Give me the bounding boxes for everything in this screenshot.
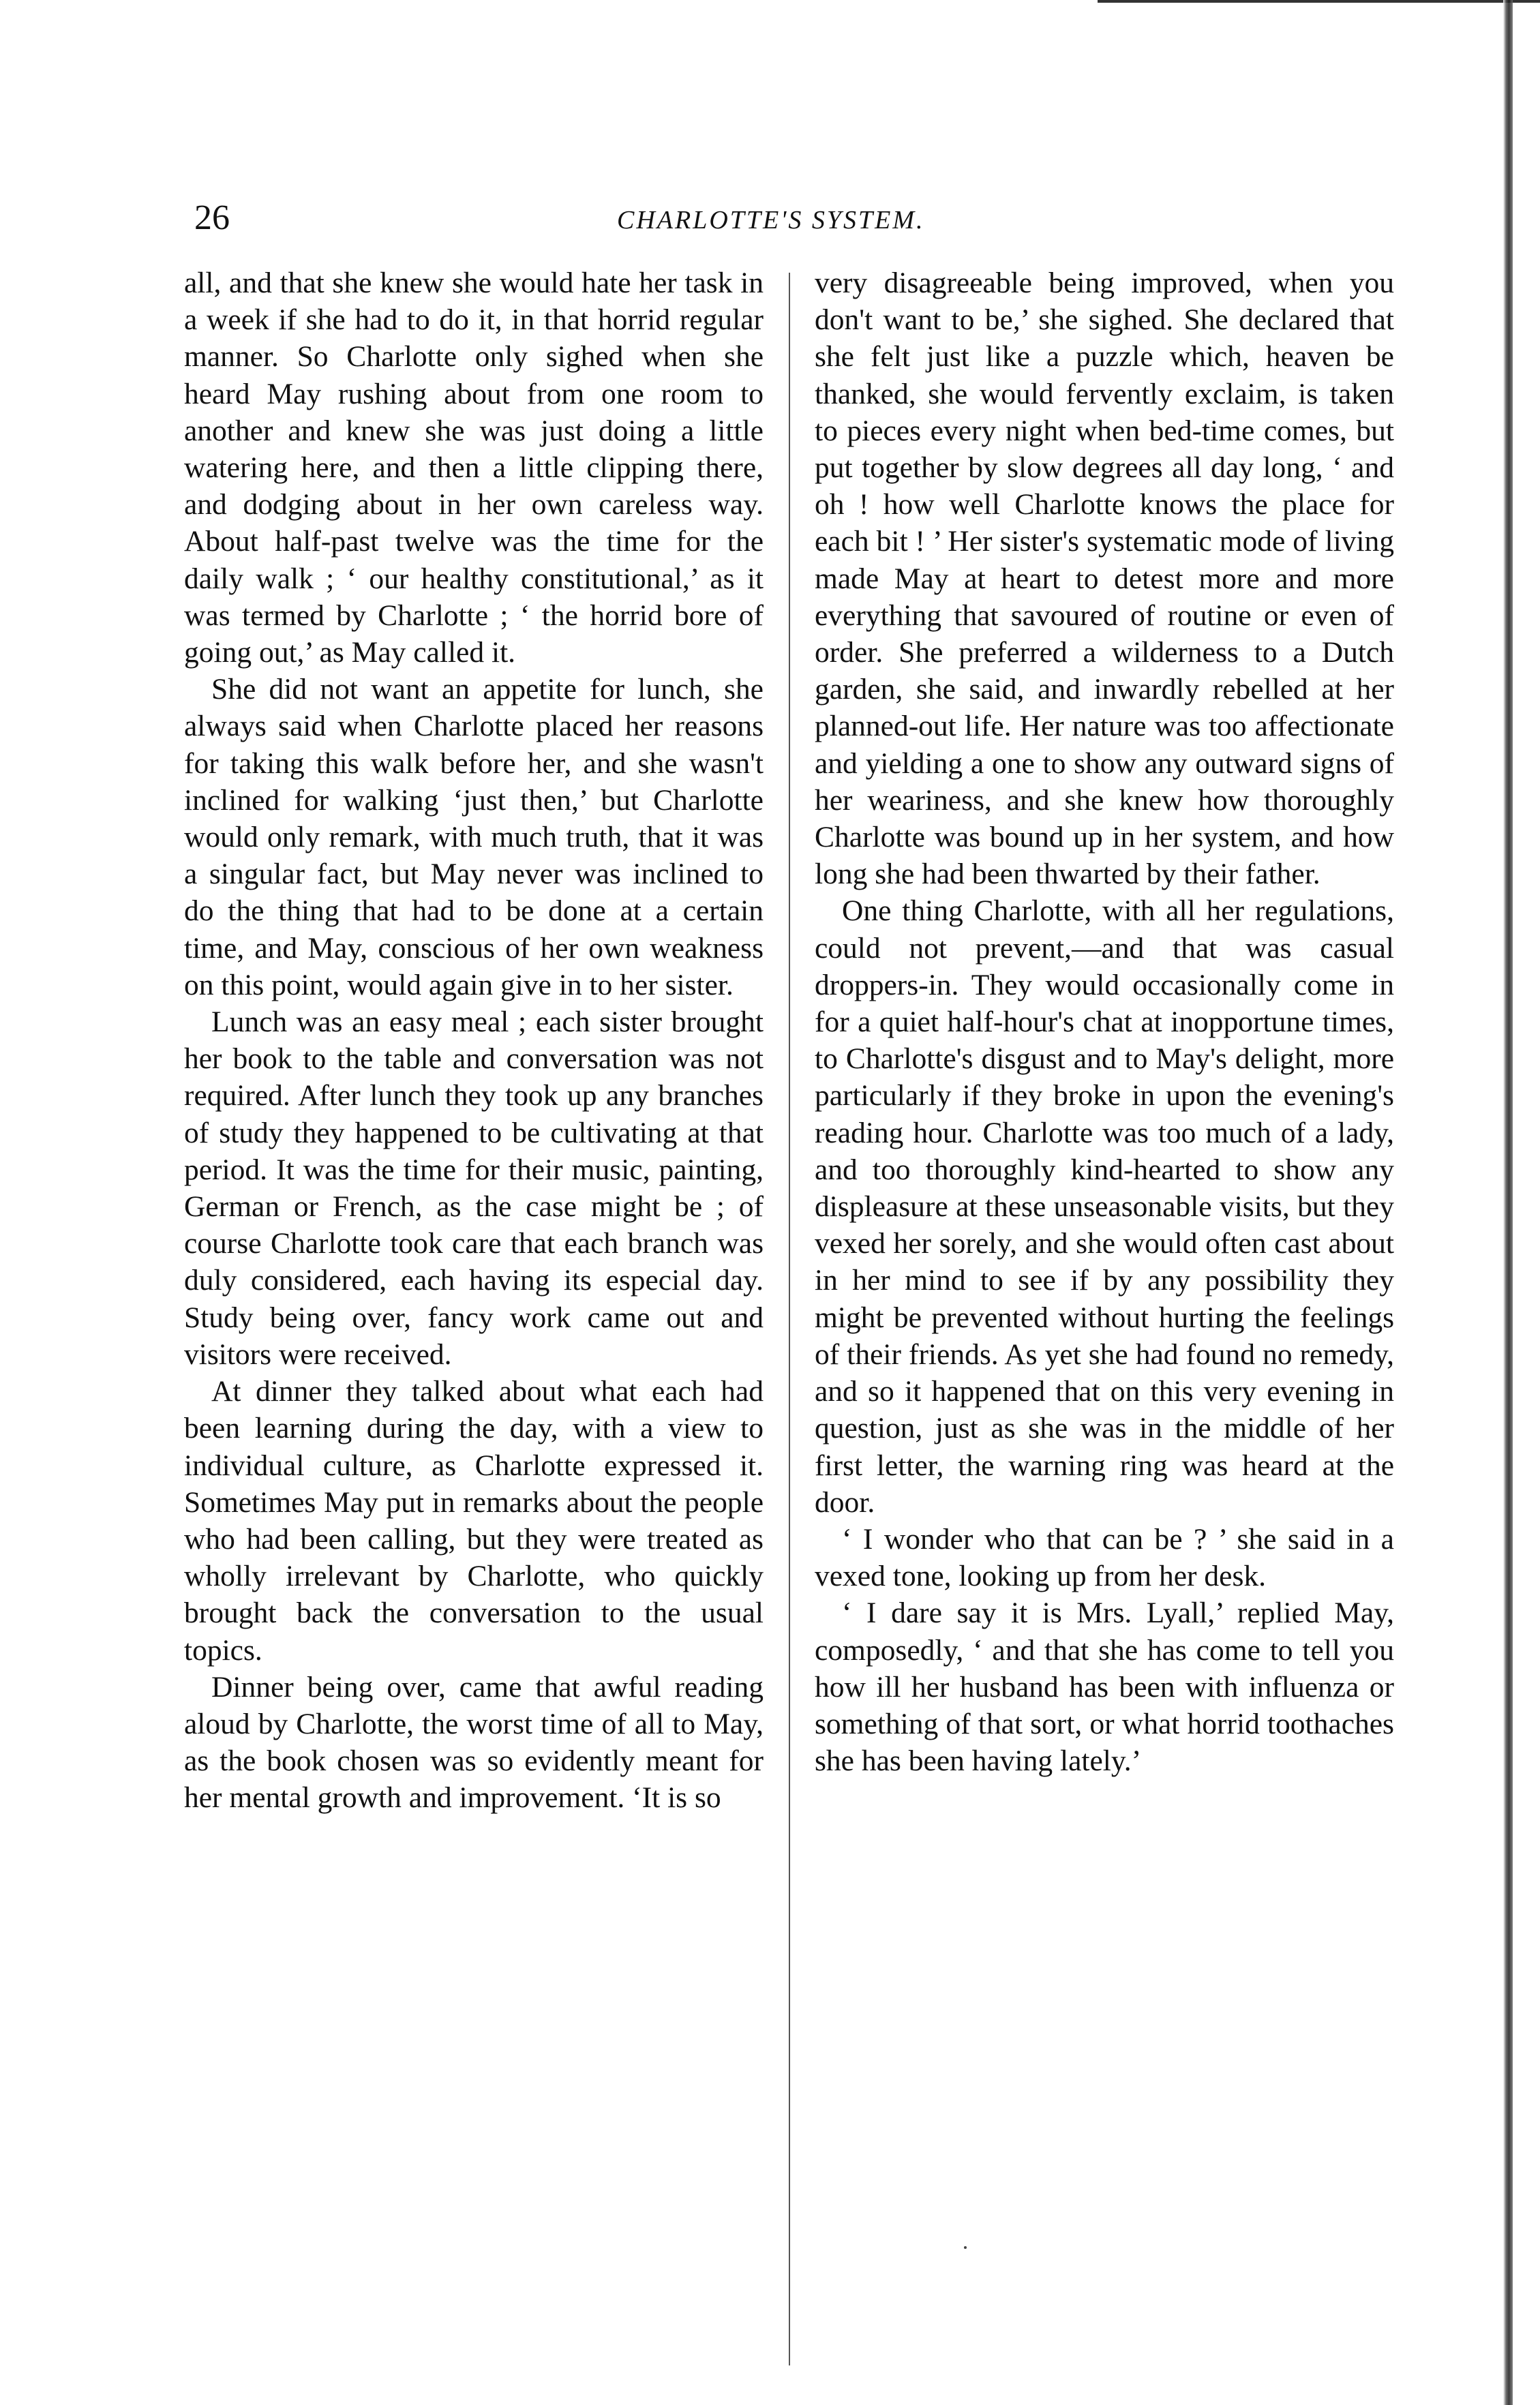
page-header	[194, 198, 1251, 245]
left-column	[184, 264, 764, 1817]
paragraph: She did not want an appetite for lunch, she always said when Charlotte placed her reasons for taking this walk before her, and she wasn't inclined for walking ‘just then,’ but Charlotte would only remark, with much truth, that it was a singular fact, but May never was inclined to do the thing that had to be done at a certain time, and May, conscious of her own weakness on this point, would again give in to her sister.	[184, 673, 764, 1001]
column-divider	[789, 273, 790, 2365]
print-speck	[964, 2246, 967, 2249]
running-title: CHARLOTTE'S SYSTEM.	[617, 206, 925, 235]
paragraph: Dinner being over, came that awful reading aloud by Charlotte, the worst time of all to May, as the book chosen was so evidently meant for her mental growth and improvement. ‘It is so	[184, 1670, 764, 1815]
page-number: 26	[194, 198, 230, 237]
paragraph: very disagreeable being improved, when you don't want to be,’ she sighed. She declared that she felt just like a puzzle which, heaven be thanked, she would fervently exclaim, is taken to pieces every night when bed-time comes, but put together by slow degrees all day long, ‘ and oh ! how well Charlotte knows the place for each bit ! ’ Her sister's systematic mode of living made May at heart to detest more and more everything that savoured of routine or even of order. She preferred a wilderness to a Dutch garden, she said, and inwardly rebelled at her planned-out life. Her nature was too affectionate and yielding a one to show any outward signs of her weariness, and she knew how thoroughly Charlotte was bound up in her system, and how long she had been thwarted by their father.	[815, 267, 1394, 891]
paragraph: ‘ I wonder who that can be ? ’ she said in a vexed tone, looking up from her desk.	[815, 1522, 1394, 1593]
paragraph: all, and that she knew she would hate her task in a week if she had to do it, in that horrid regular manner. So Charlotte only sighed when she heard May rushing about from one room to another and knew she was just doing a little watering here, and then a little clipping there, and dodging about in her own careless way. About half-past twelve was the time for the daily walk ; ‘ our healthy constitutional,’ as it was termed by Charlotte ; ‘ the horrid bore of going out,’ as May called it.	[184, 267, 764, 669]
paragraph: Lunch was an easy meal ; each sister brought her book to the table and conversation was not required. After lunch they took up any branches of study they happened to be cultivating at that period. It was the time for their music, painting, German or French, as the case might be ; of course Charlotte took care that each branch was duly considered, each having its especial day. Study being over, fancy work came out and visitors were received.	[184, 1005, 764, 1371]
page-edge-shadow	[1503, 0, 1513, 2405]
paragraph: At dinner they talked about what each had been learning during the day, with a view to individual culture, as Charlotte expressed it. Sometimes May put in remarks about the people who had been calling, but they were treated as wholly irrelevant by Charlotte, who quickly brought back the conversation to the usual topics.	[184, 1375, 764, 1667]
right-column	[815, 264, 1394, 1779]
page-edge-top	[1098, 0, 1540, 3]
paragraph: ‘ I dare say it is Mrs. Lyall,’ replied May, composedly, ‘ and that she has come to tell you how ill her husband has been with influenza or something of that sort, or what horrid toothaches she has been having lately.’	[815, 1597, 1394, 1778]
paragraph: One thing Charlotte, with all her regulations, could not prevent,—and that was casual droppers-in. They would occasionally come in for a quiet half-hour's chat at inopportune times, to Charlotte's disgust and to May's delight, more particularly if they broke in upon the evening's reading hour. Charlotte was too much of a lady, and too thoroughly kind-hearted to show any displeasure at these unseasonable visits, but they vexed her sorely, and she would often cast about in her mind to see if by any possibility they might be prevented without hurting the feelings of their friends. As yet she had found no remedy, and so it happened that on this very evening in question, just as she was in the middle of her first letter, the warning ring was heard at the door.	[815, 894, 1394, 1519]
